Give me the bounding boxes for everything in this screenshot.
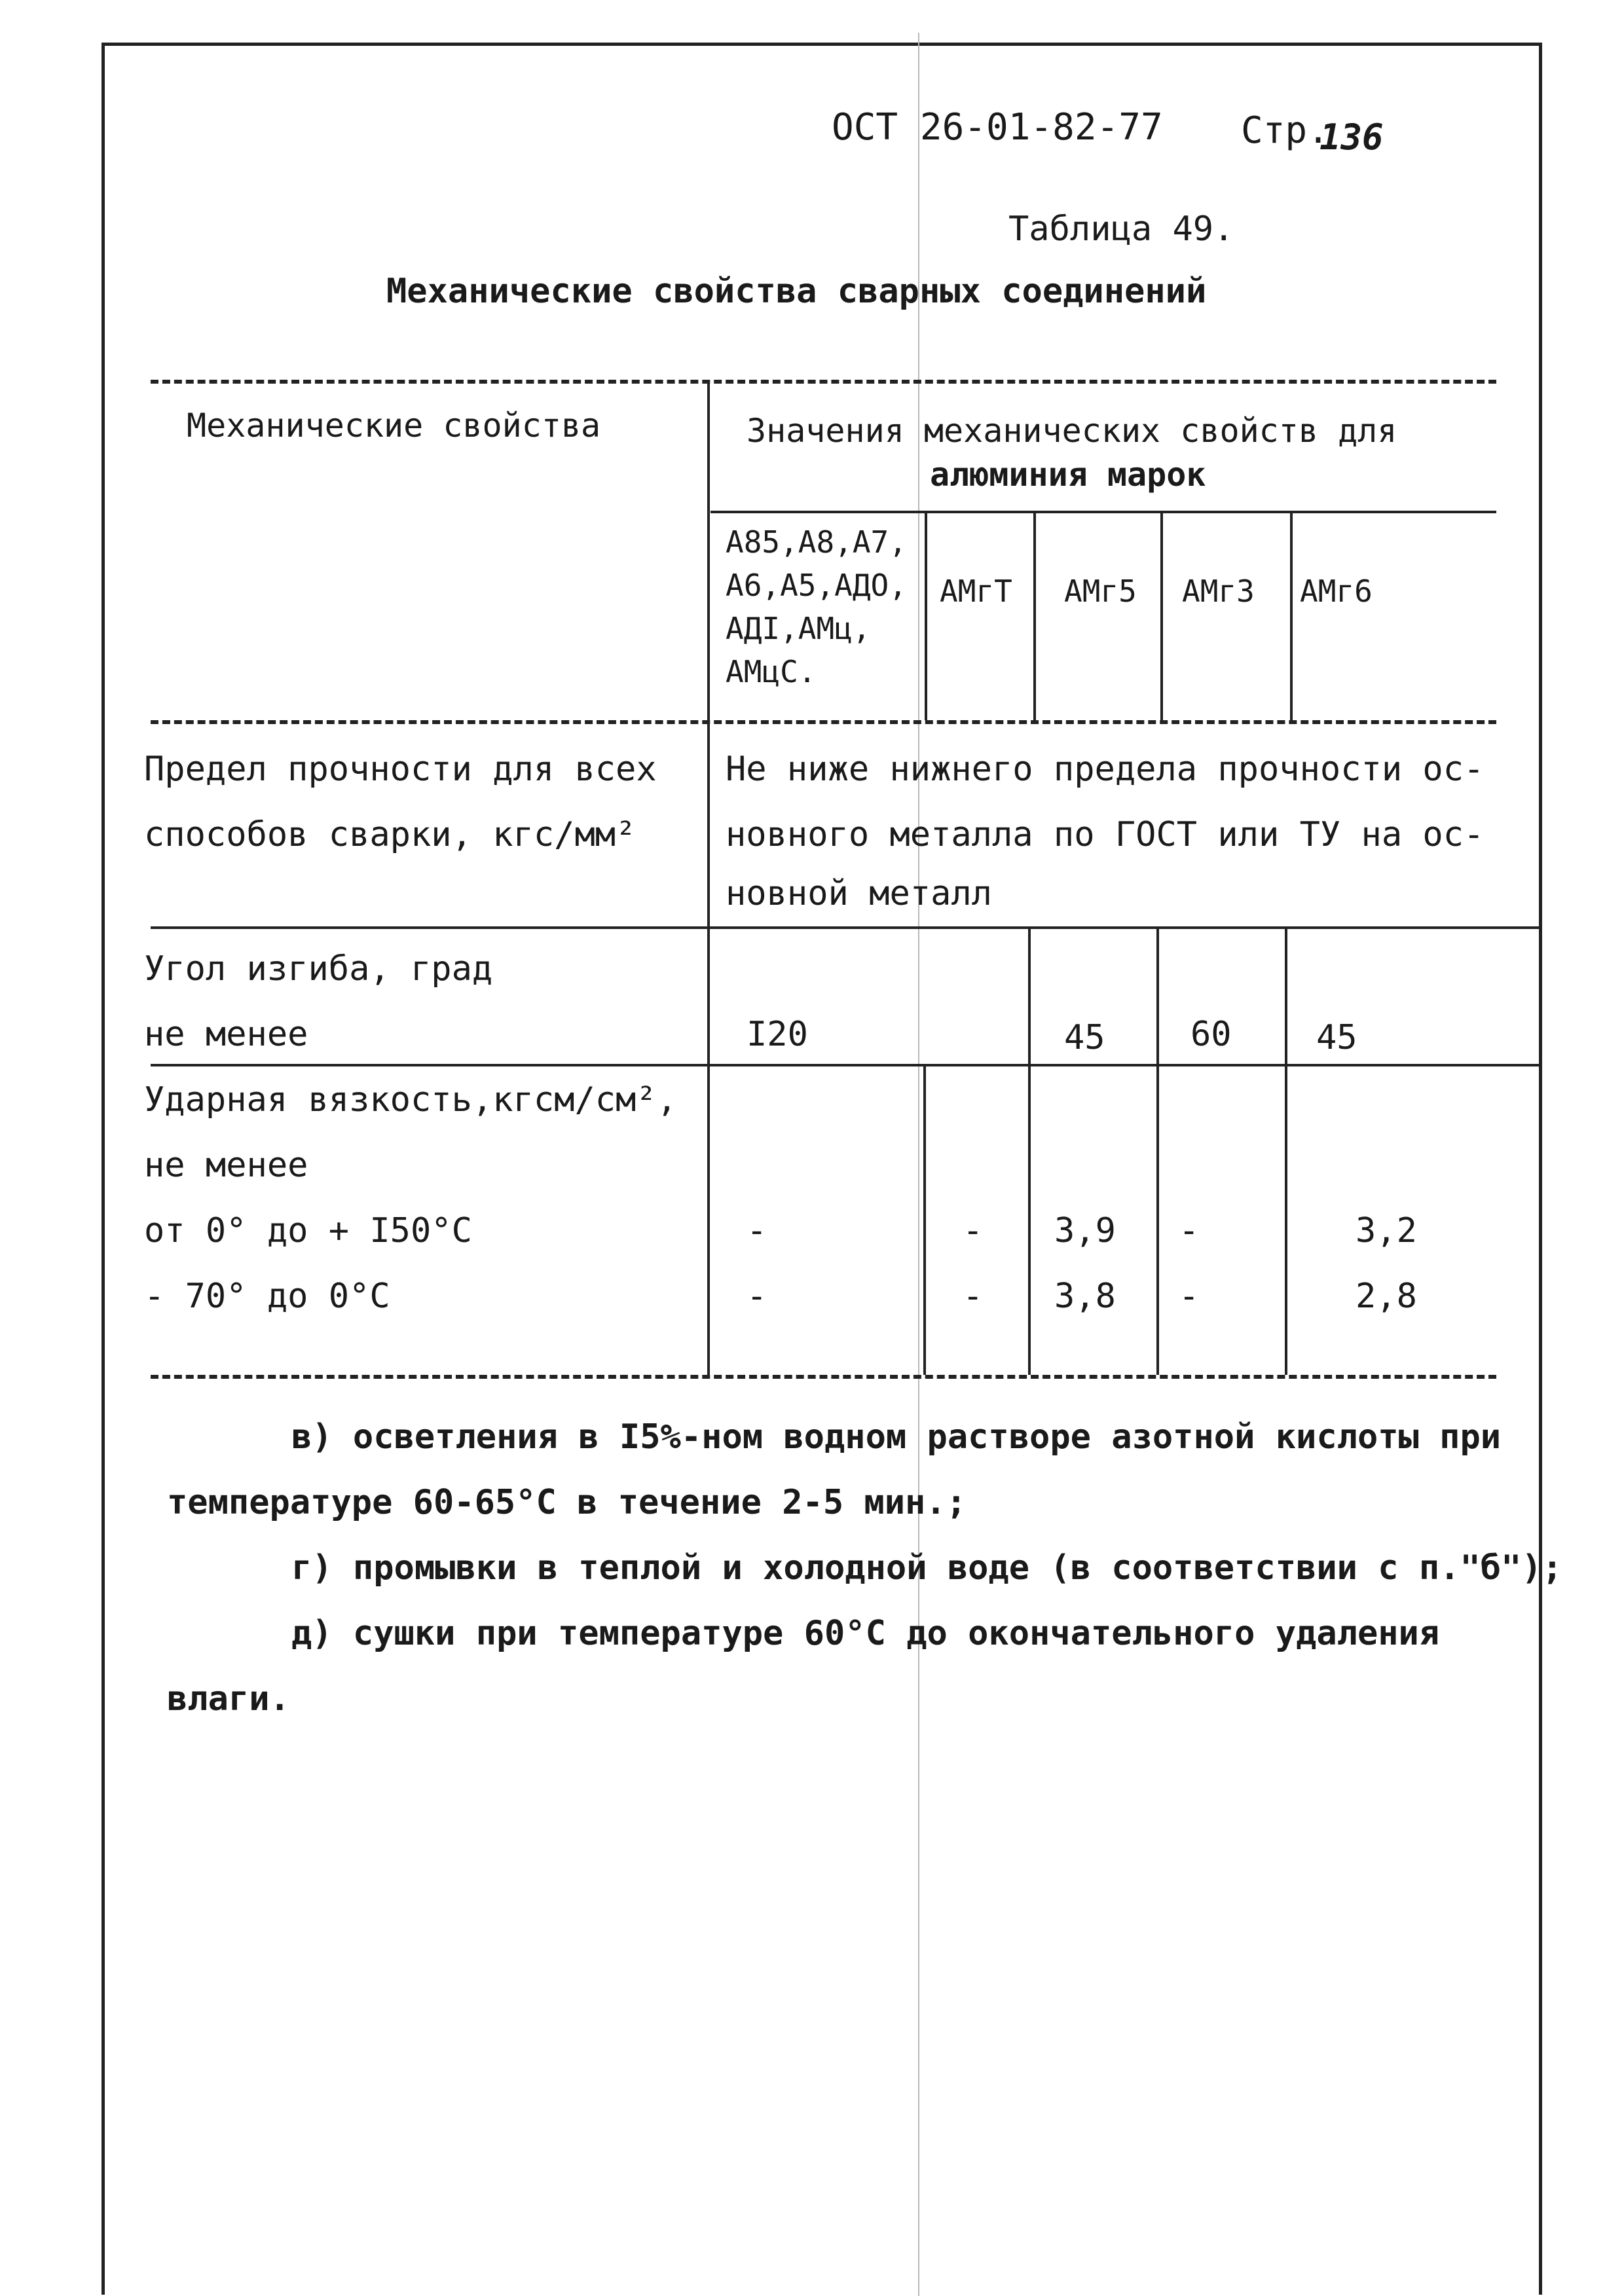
impact-sub1-value: -: [963, 1211, 984, 1250]
page-number: 136: [1320, 117, 1384, 158]
paragraph-v-line1: в) осветления в I5%-ном водном растворе азотной кислоты при: [291, 1417, 1502, 1457]
col-divider-4-lower: [1285, 926, 1287, 1375]
bend-value: 60: [1190, 1015, 1232, 1054]
strength-label-line2: способов сварки, кгс/мм²: [144, 815, 637, 854]
col-header-values-line2: алюминия марок: [930, 456, 1206, 494]
grade-group-a: [726, 520, 907, 693]
table-title: Механические свойства сварных соединений: [386, 272, 1207, 311]
strength-label-line1: Предел прочности для всех: [144, 750, 657, 789]
col-divider-main: [707, 380, 710, 1375]
bend-value: I20: [747, 1015, 808, 1054]
impact-label-line1: Ударная вязкость,кгсм/см²,: [144, 1080, 677, 1120]
impact-sub2-value: 2,8: [1356, 1277, 1417, 1316]
grade-amg3: АМг3: [1182, 574, 1255, 609]
page-label: Стр.: [1241, 109, 1329, 152]
grade-amgt: АМгТ: [940, 574, 1012, 609]
bend-label-line1: Угол изгиба, град: [144, 949, 493, 989]
col-divider-2-lower: [1028, 926, 1031, 1375]
grade-line: А85,А8,А7,: [726, 524, 907, 560]
paragraph-d-line2: влаги.: [167, 1679, 290, 1719]
table-number: Таблица 49.: [1008, 210, 1234, 249]
paragraph-g-line1: г) промывки в теплой и холодной воде (в соответствии с п."б");: [291, 1548, 1563, 1588]
strength-value-line2: новного металла по ГОСТ или ТУ на ос-: [726, 815, 1485, 854]
col-divider-4: [1290, 511, 1293, 720]
grades-header-rule: [710, 511, 1496, 513]
document-code: ОСТ 26-01-82-77: [832, 106, 1163, 149]
grade-line: АДI,АМц,: [726, 611, 871, 646]
impact-sub1-value: 3,9: [1054, 1211, 1116, 1250]
bend-label-line2: не менее: [144, 1015, 308, 1054]
col-header-values-line1: Значения механических свойств для: [747, 412, 1397, 450]
col-divider-3: [1160, 511, 1163, 720]
impact-sub2-value: 3,8: [1054, 1277, 1116, 1316]
grade-line: А6,А5,АДО,: [726, 568, 907, 603]
strength-value-line1: Не ниже нижнего предела прочности ос-: [726, 750, 1485, 789]
grade-amg6: АМг6: [1300, 574, 1373, 609]
paragraph-d-line1: д) сушки при температуре 60°С до окончательного удаления: [291, 1614, 1440, 1653]
impact-sub2-label: - 70° до 0°С: [144, 1277, 390, 1316]
col-divider-1-lower: [923, 1064, 926, 1375]
impact-sub1-value: -: [1179, 1211, 1200, 1250]
impact-sub2-value: -: [963, 1277, 984, 1316]
strength-value-line3: новной металл: [726, 874, 992, 913]
impact-sub1-value: -: [747, 1211, 767, 1250]
grade-line: АМцС.: [726, 654, 817, 689]
col-divider-1: [925, 511, 927, 720]
impact-sub1-label: от 0° до + I50°С: [144, 1211, 472, 1250]
header-bottom-rule: [151, 720, 1496, 724]
col-divider-3-lower: [1156, 926, 1159, 1375]
strength-row-rule: [151, 926, 1539, 929]
impact-sub1-value: 3,2: [1356, 1211, 1417, 1250]
bend-value: 45: [1316, 1018, 1357, 1057]
impact-label-line2: не менее: [144, 1146, 308, 1185]
bend-value: 45: [1064, 1018, 1105, 1057]
impact-sub2-value: -: [1179, 1277, 1200, 1316]
col-divider-2: [1033, 511, 1036, 720]
table-bottom-rule: [151, 1375, 1496, 1379]
grade-amg5: АМг5: [1064, 574, 1137, 609]
impact-sub2-value: -: [747, 1277, 767, 1316]
paragraph-v-line2: температуре 60-65°С в течение 2-5 мин.;: [167, 1483, 967, 1522]
table-top-rule: [151, 380, 1496, 384]
col-header-property: Механические свойства: [187, 407, 601, 445]
fold-line: [918, 33, 919, 2296]
